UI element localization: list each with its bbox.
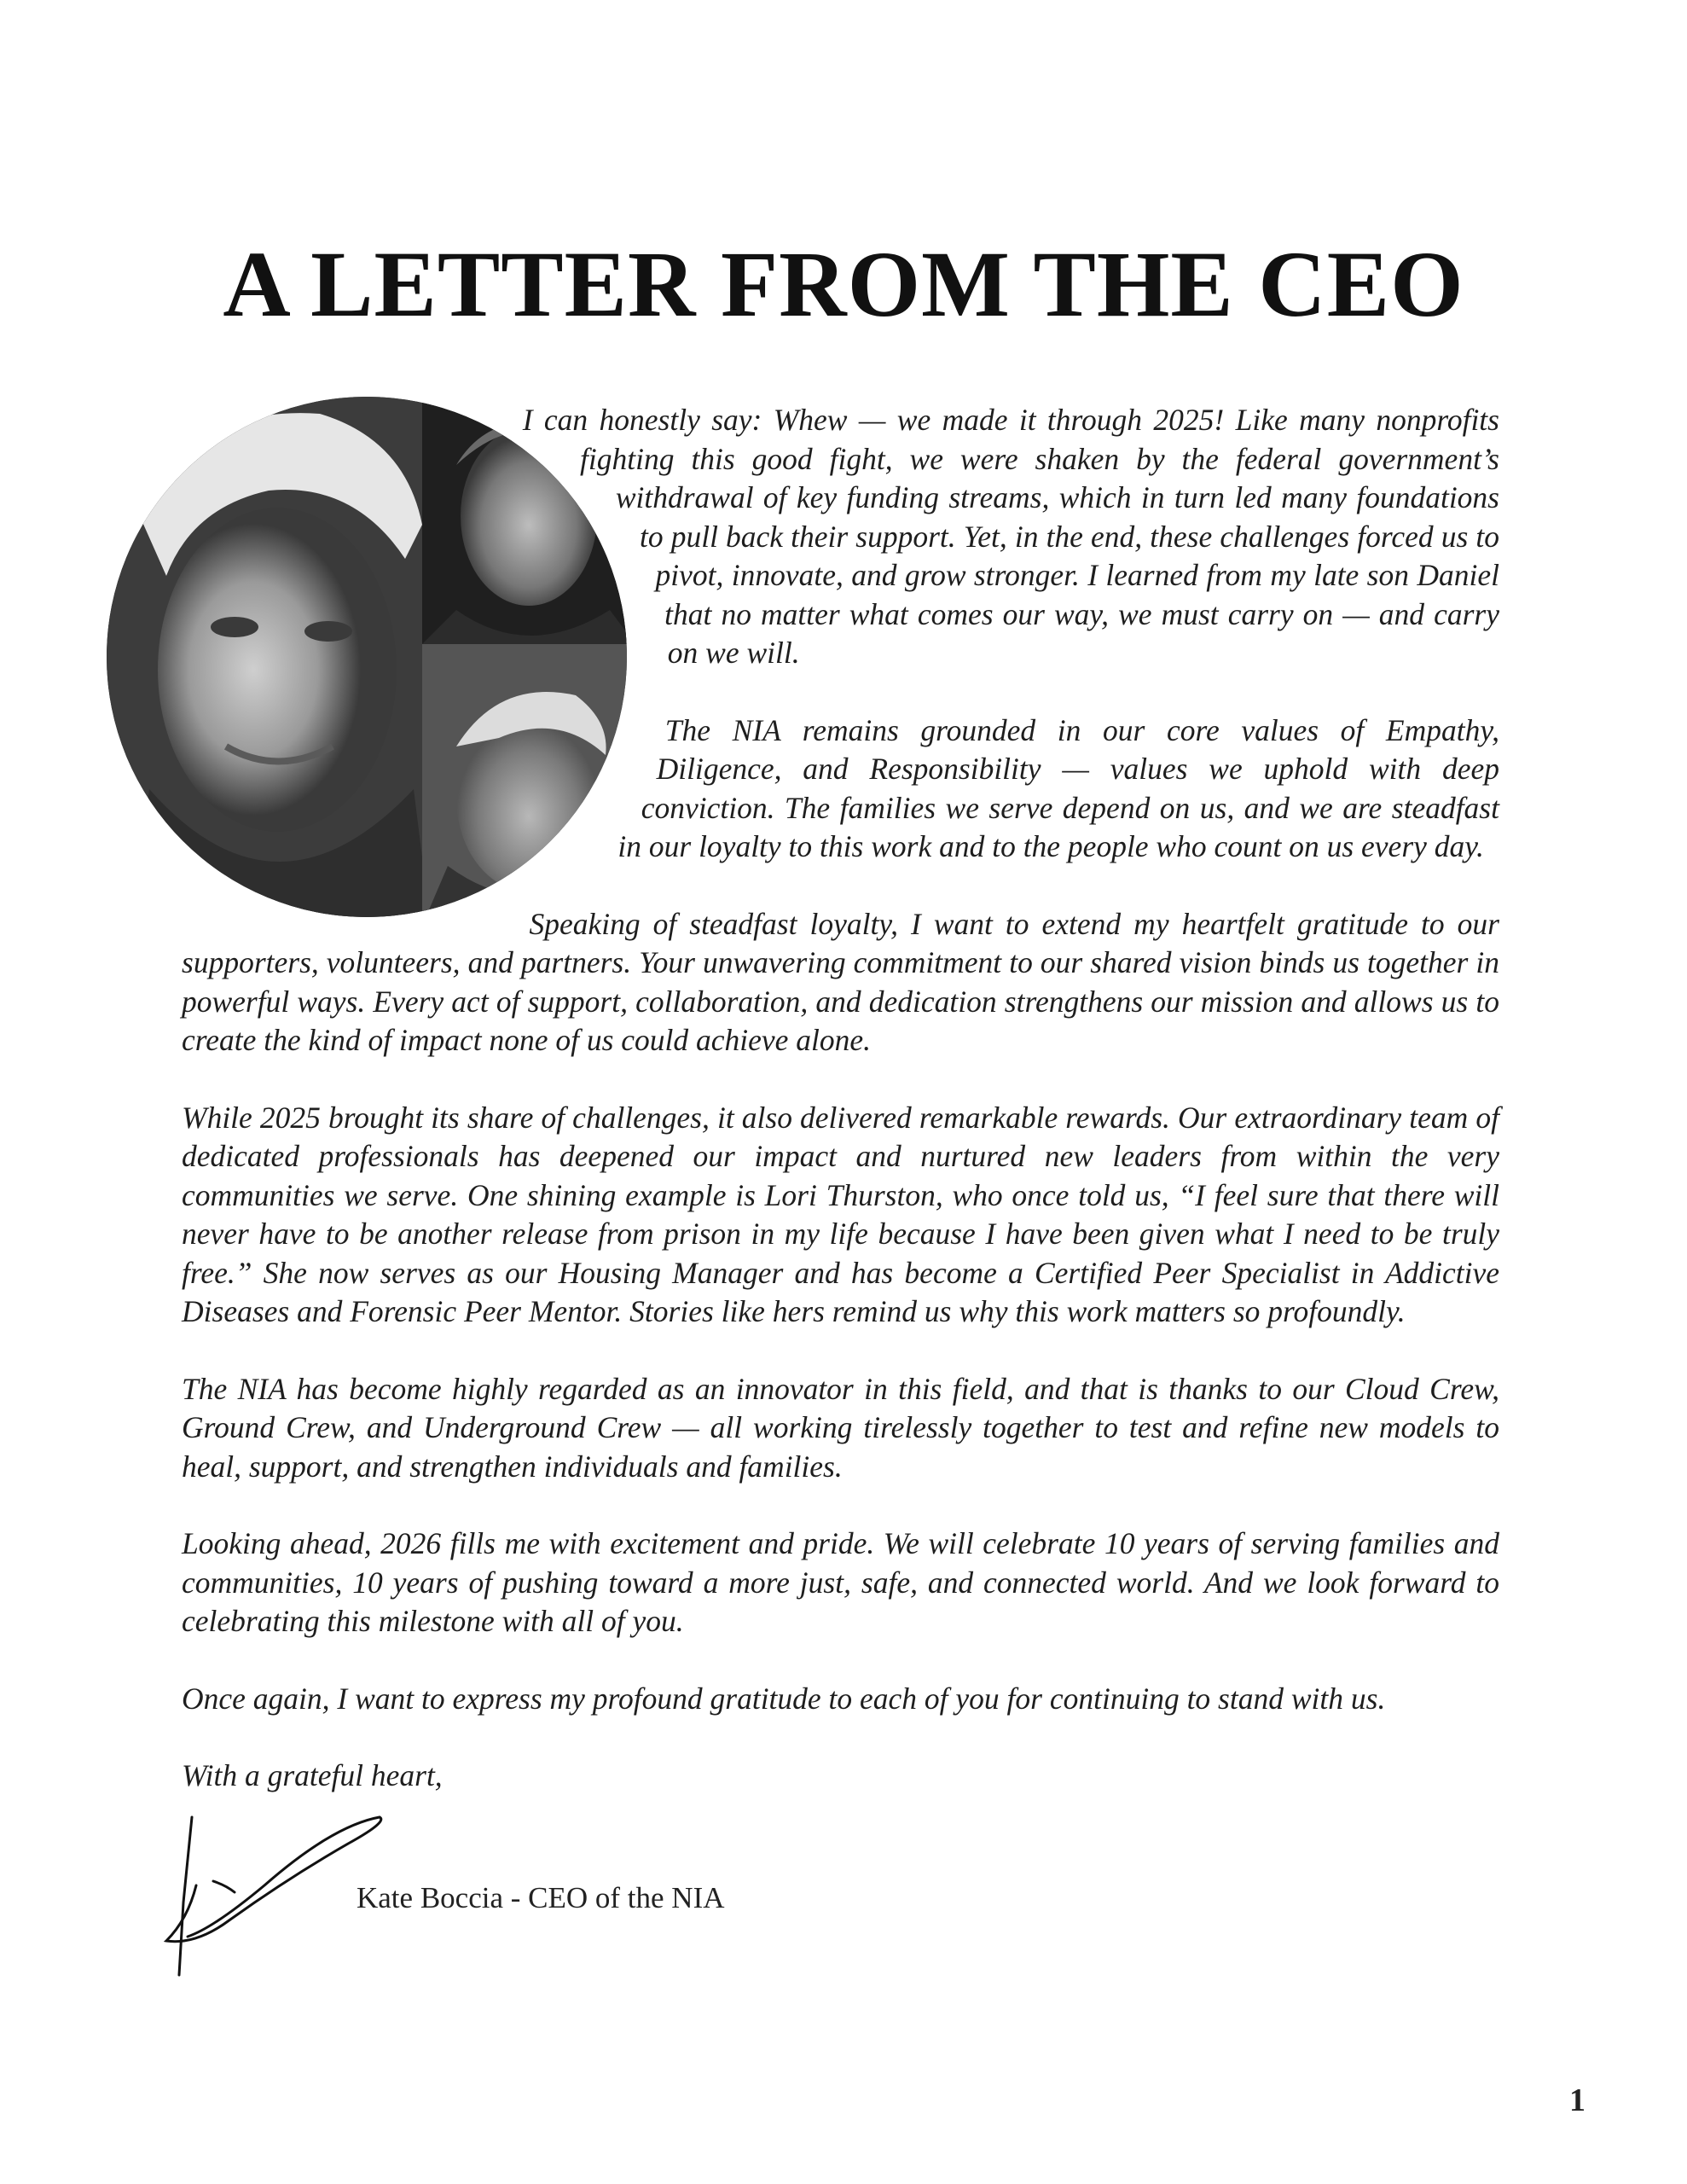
page-title: A LETTER FROM THE CEO <box>223 232 1464 336</box>
letter-paragraph: Once again, I want to express my profound gratitude to each of you for continuing to stand with us. <box>182 1681 1386 1716</box>
letter-paragraph: I can honestly say: Whew — we made it through 2025! Like many nonprofits fighting this good fight, we were shaken by the federal government’s withdrawal of key funding streams, which in turn led many foundations to pull back their support. Yet, in the end, these challenges forced us to pivot, innovate, and grow stronger. I learned from my late son Daniel that no matter what comes our way, we must carry on — and carry on we will. <box>522 403 1499 670</box>
letter-closing: With a grateful heart, <box>182 1758 443 1792</box>
letter-paragraph: Looking ahead, 2026 fills me with excitement and pride. We will celebrate 10 years of serving families and communities, 10 years of pushing toward a more just, safe, and connected world. And we look forward to celebrating this milestone with all of you. <box>182 1526 1499 1638</box>
signature-name: Kate Boccia - CEO of the NIA <box>357 1881 725 1914</box>
letter-body <box>182 401 1499 1834</box>
letter-paragraph: While 2025 brought its share of challenges, it also delivered remarkable rewards. Our extraordinary team of dedicated professionals has deepened our impact and nurtured new leaders from within the very communities we serve. One shining example is Lori Thurston, who once told us, “I feel sure that there will never have to be another release from prison in my life because I have been given what I need to be truly free.” She now serves as our Housing Manager and has become a Certified Peer Specialist in Addictive Diseases and Forensic Peer Mentor. Stories like hers remind us why this work matters so profoundly. <box>182 1100 1499 1328</box>
page-number: 1 <box>1569 2082 1586 2118</box>
letter-paragraph: The NIA has become highly regarded as an innovator in this field, and that is thanks to our Cloud Crew, Ground Crew, and Underground Crew — all working tirelessly together to test and refine new models to heal, support, and strengthen individuals and families. <box>182 1371 1499 1484</box>
letter-paragraph: The NIA remains grounded in our core values of Empathy, Diligence, and Responsibility — values we uphold with deep conviction. The families we serve depend on us, and we are steadfast in our loyalty to this work and to the people who count on us every day. <box>617 712 1499 863</box>
letter-paragraph: Speaking of steadfast loyalty, I want to extend my heartfelt gratitude to our supporters, volunteers, and partners. Your unwavering commitment to our shared vision binds us together in powerful ways. Every act of support, collaboration, and dedication strengthens our mission and allows us to create the kind of impact none of us could achieve alone. <box>182 906 1499 1057</box>
